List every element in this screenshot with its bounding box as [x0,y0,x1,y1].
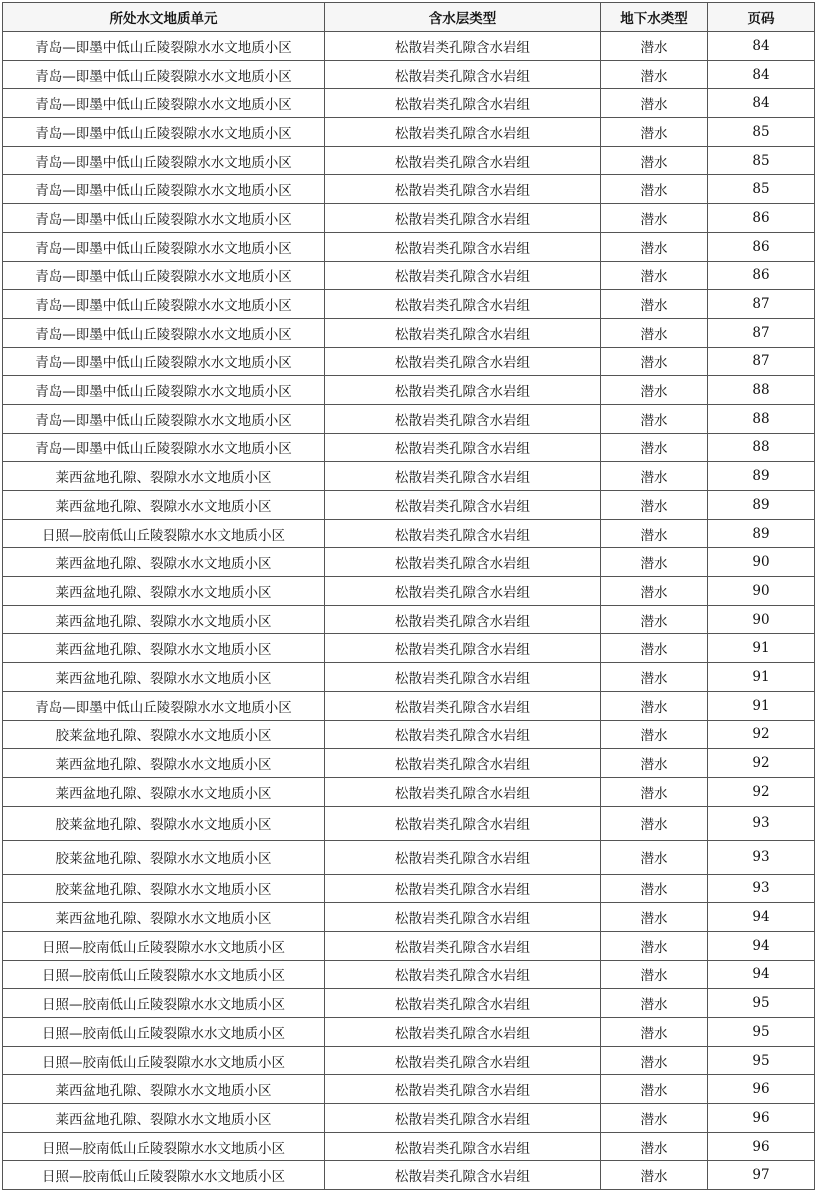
cell-hydro-unit: 日照—胶南低山丘陵裂隙水水文地质小区 [3,1018,325,1047]
cell-groundwater-type: 潜水 [601,60,708,89]
table-row [3,60,815,89]
cell-page-number: 96 [708,1132,815,1161]
cell-hydro-unit: 莱西盆地孔隙、裂隙水水文地质小区 [3,634,325,663]
cell-groundwater-type: 潜水 [601,931,708,960]
cell-aquifer-layer: 松散岩类孔隙含水岩组 [325,1132,601,1161]
cell-groundwater-type: 潜水 [601,749,708,778]
table-row [3,404,815,433]
table-row [3,931,815,960]
cell-hydro-unit: 日照—胶南低山丘陵裂隙水水文地质小区 [3,960,325,989]
cell-hydro-unit: 莱西盆地孔隙、裂隙水水文地质小区 [3,1104,325,1133]
hydrogeology-table [2,2,815,1190]
cell-groundwater-type: 潜水 [601,118,708,147]
table-row [3,491,815,520]
table-row [3,605,815,634]
cell-hydro-unit: 青岛—即墨中低山丘陵裂隙水水文地质小区 [3,89,325,118]
table-row [3,146,815,175]
cell-hydro-unit: 莱西盆地孔隙、裂隙水水文地质小区 [3,1075,325,1104]
cell-aquifer-layer: 松散岩类孔隙含水岩组 [325,146,601,175]
table-row [3,903,815,932]
cell-hydro-unit: 青岛—即墨中低山丘陵裂隙水水文地质小区 [3,261,325,290]
cell-groundwater-type: 潜水 [601,376,708,405]
table-row [3,118,815,147]
cell-page-number: 85 [708,175,815,204]
cell-aquifer-layer: 松散岩类孔隙含水岩组 [325,60,601,89]
cell-hydro-unit: 青岛—即墨中低山丘陵裂隙水水文地质小区 [3,175,325,204]
cell-hydro-unit: 莱西盆地孔隙、裂隙水水文地质小区 [3,663,325,692]
cell-groundwater-type: 潜水 [601,519,708,548]
cell-groundwater-type: 潜水 [601,404,708,433]
cell-aquifer-layer: 松散岩类孔隙含水岩组 [325,89,601,118]
cell-hydro-unit: 莱西盆地孔隙、裂隙水水文地质小区 [3,462,325,491]
cell-page-number: 86 [708,261,815,290]
cell-aquifer-layer: 松散岩类孔隙含水岩组 [325,175,601,204]
cell-hydro-unit: 日照—胶南低山丘陵裂隙水水文地质小区 [3,1046,325,1075]
cell-hydro-unit: 青岛—即墨中低山丘陵裂隙水水文地质小区 [3,290,325,319]
cell-hydro-unit: 莱西盆地孔隙、裂隙水水文地质小区 [3,577,325,606]
cell-groundwater-type: 潜水 [601,32,708,61]
cell-page-number: 88 [708,433,815,462]
cell-hydro-unit: 胶莱盆地孔隙、裂隙水水文地质小区 [3,874,325,903]
cell-aquifer-layer: 松散岩类孔隙含水岩组 [325,404,601,433]
cell-hydro-unit: 莱西盆地孔隙、裂隙水水文地质小区 [3,903,325,932]
cell-aquifer-layer: 松散岩类孔隙含水岩组 [325,777,601,806]
cell-aquifer-layer: 松散岩类孔隙含水岩组 [325,376,601,405]
cell-page-number: 85 [708,146,815,175]
cell-hydro-unit: 莱西盆地孔隙、裂隙水水文地质小区 [3,491,325,520]
cell-page-number: 88 [708,404,815,433]
cell-page-number: 91 [708,691,815,720]
cell-groundwater-type: 潜水 [601,691,708,720]
cell-hydro-unit: 青岛—即墨中低山丘陵裂隙水水文地质小区 [3,347,325,376]
table-row [3,720,815,749]
header-aquifer-layer: 含水层类型 [325,3,601,32]
table-row [3,989,815,1018]
cell-groundwater-type: 潜水 [601,1161,708,1190]
cell-page-number: 95 [708,1046,815,1075]
cell-aquifer-layer: 松散岩类孔隙含水岩组 [325,806,601,840]
cell-page-number: 92 [708,749,815,778]
table-row [3,691,815,720]
table-row [3,548,815,577]
table-row [3,634,815,663]
table-row [3,1018,815,1047]
cell-aquifer-layer: 松散岩类孔隙含水岩组 [325,32,601,61]
table-row [3,663,815,692]
cell-hydro-unit: 青岛—即墨中低山丘陵裂隙水水文地质小区 [3,204,325,233]
cell-page-number: 94 [708,903,815,932]
cell-groundwater-type: 潜水 [601,1018,708,1047]
cell-aquifer-layer: 松散岩类孔隙含水岩组 [325,1104,601,1133]
cell-page-number: 90 [708,548,815,577]
cell-groundwater-type: 潜水 [601,548,708,577]
cell-aquifer-layer: 松散岩类孔隙含水岩组 [325,1075,601,1104]
cell-groundwater-type: 潜水 [601,290,708,319]
cell-aquifer-layer: 松散岩类孔隙含水岩组 [325,634,601,663]
cell-aquifer-layer: 松散岩类孔隙含水岩组 [325,989,601,1018]
table-row [3,232,815,261]
cell-page-number: 85 [708,118,815,147]
cell-groundwater-type: 潜水 [601,204,708,233]
cell-aquifer-layer: 松散岩类孔隙含水岩组 [325,1018,601,1047]
table-row [3,318,815,347]
cell-page-number: 95 [708,1018,815,1047]
table-row [3,204,815,233]
header-unit: 所处水文地质单元 [3,3,325,32]
table-row [3,577,815,606]
table-row [3,1161,815,1190]
cell-groundwater-type: 潜水 [601,261,708,290]
table-row [3,462,815,491]
cell-aquifer-layer: 松散岩类孔隙含水岩组 [325,347,601,376]
table-row [3,376,815,405]
table-header [3,3,815,32]
cell-groundwater-type: 潜水 [601,634,708,663]
cell-aquifer-layer: 松散岩类孔隙含水岩组 [325,663,601,692]
cell-hydro-unit: 莱西盆地孔隙、裂隙水水文地质小区 [3,548,325,577]
cell-groundwater-type: 潜水 [601,1075,708,1104]
table-row [3,89,815,118]
cell-page-number: 89 [708,491,815,520]
cell-page-number: 95 [708,989,815,1018]
cell-page-number: 87 [708,347,815,376]
cell-page-number: 97 [708,1161,815,1190]
cell-groundwater-type: 潜水 [601,663,708,692]
cell-aquifer-layer: 松散岩类孔隙含水岩组 [325,960,601,989]
table-row [3,519,815,548]
cell-aquifer-layer: 松散岩类孔隙含水岩组 [325,577,601,606]
table-row [3,347,815,376]
cell-groundwater-type: 潜水 [601,960,708,989]
cell-groundwater-type: 潜水 [601,232,708,261]
table-body [3,32,815,1190]
cell-aquifer-layer: 松散岩类孔隙含水岩组 [325,874,601,903]
cell-hydro-unit: 青岛—即墨中低山丘陵裂隙水水文地质小区 [3,232,325,261]
cell-aquifer-layer: 松散岩类孔隙含水岩组 [325,548,601,577]
table-row [3,1132,815,1161]
cell-page-number: 96 [708,1075,815,1104]
cell-page-number: 86 [708,232,815,261]
cell-hydro-unit: 青岛—即墨中低山丘陵裂隙水水文地质小区 [3,433,325,462]
table-row [3,32,815,61]
cell-hydro-unit: 青岛—即墨中低山丘陵裂隙水水文地质小区 [3,118,325,147]
cell-page-number: 96 [708,1104,815,1133]
cell-hydro-unit: 日照—胶南低山丘陵裂隙水水文地质小区 [3,931,325,960]
cell-page-number: 86 [708,204,815,233]
cell-hydro-unit: 青岛—即墨中低山丘陵裂隙水水文地质小区 [3,318,325,347]
table-row [3,874,815,903]
cell-page-number: 90 [708,605,815,634]
cell-groundwater-type: 潜水 [601,1104,708,1133]
cell-page-number: 93 [708,874,815,903]
cell-hydro-unit: 胶莱盆地孔隙、裂隙水水文地质小区 [3,720,325,749]
cell-hydro-unit: 日照—胶南低山丘陵裂隙水水文地质小区 [3,519,325,548]
cell-page-number: 84 [708,60,815,89]
table-row [3,1046,815,1075]
cell-aquifer-layer: 松散岩类孔隙含水岩组 [325,232,601,261]
cell-groundwater-type: 潜水 [601,777,708,806]
table-row [3,1104,815,1133]
cell-aquifer-layer: 松散岩类孔隙含水岩组 [325,840,601,874]
cell-hydro-unit: 日照—胶南低山丘陵裂隙水水文地质小区 [3,1161,325,1190]
cell-page-number: 89 [708,519,815,548]
cell-hydro-unit: 青岛—即墨中低山丘陵裂隙水水文地质小区 [3,60,325,89]
cell-aquifer-layer: 松散岩类孔隙含水岩组 [325,903,601,932]
cell-aquifer-layer: 松散岩类孔隙含水岩组 [325,318,601,347]
cell-page-number: 93 [708,840,815,874]
cell-page-number: 92 [708,777,815,806]
cell-aquifer-layer: 松散岩类孔隙含水岩组 [325,491,601,520]
cell-groundwater-type: 潜水 [601,605,708,634]
table-row [3,749,815,778]
cell-hydro-unit: 莱西盆地孔隙、裂隙水水文地质小区 [3,749,325,778]
cell-hydro-unit: 青岛—即墨中低山丘陵裂隙水水文地质小区 [3,404,325,433]
cell-aquifer-layer: 松散岩类孔隙含水岩组 [325,749,601,778]
table-row [3,777,815,806]
table-row [3,290,815,319]
table-row [3,433,815,462]
cell-aquifer-layer: 松散岩类孔隙含水岩组 [325,720,601,749]
cell-page-number: 90 [708,577,815,606]
cell-aquifer-layer: 松散岩类孔隙含水岩组 [325,691,601,720]
cell-groundwater-type: 潜水 [601,491,708,520]
cell-groundwater-type: 潜水 [601,347,708,376]
cell-hydro-unit: 青岛—即墨中低山丘陵裂隙水水文地质小区 [3,376,325,405]
table-row [3,261,815,290]
cell-aquifer-layer: 松散岩类孔隙含水岩组 [325,1161,601,1190]
cell-groundwater-type: 潜水 [601,577,708,606]
cell-groundwater-type: 潜水 [601,1046,708,1075]
cell-hydro-unit: 莱西盆地孔隙、裂隙水水文地质小区 [3,777,325,806]
cell-page-number: 84 [708,32,815,61]
header-row [3,3,815,32]
cell-groundwater-type: 潜水 [601,989,708,1018]
cell-groundwater-type: 潜水 [601,433,708,462]
table-row [3,1075,815,1104]
cell-groundwater-type: 潜水 [601,1132,708,1161]
cell-page-number: 94 [708,931,815,960]
cell-aquifer-layer: 松散岩类孔隙含水岩组 [325,290,601,319]
cell-hydro-unit: 日照—胶南低山丘陵裂隙水水文地质小区 [3,1132,325,1161]
cell-hydro-unit: 胶莱盆地孔隙、裂隙水水文地质小区 [3,840,325,874]
cell-groundwater-type: 潜水 [601,720,708,749]
cell-page-number: 91 [708,663,815,692]
cell-aquifer-layer: 松散岩类孔隙含水岩组 [325,462,601,491]
table-row [3,840,815,874]
cell-hydro-unit: 莱西盆地孔隙、裂隙水水文地质小区 [3,605,325,634]
cell-aquifer-layer: 松散岩类孔隙含水岩组 [325,1046,601,1075]
cell-hydro-unit: 日照—胶南低山丘陵裂隙水水文地质小区 [3,989,325,1018]
table-row [3,806,815,840]
cell-groundwater-type: 潜水 [601,874,708,903]
cell-aquifer-layer: 松散岩类孔隙含水岩组 [325,118,601,147]
cell-hydro-unit: 青岛—即墨中低山丘陵裂隙水水文地质小区 [3,146,325,175]
cell-page-number: 93 [708,806,815,840]
cell-hydro-unit: 青岛—即墨中低山丘陵裂隙水水文地质小区 [3,691,325,720]
cell-aquifer-layer: 松散岩类孔隙含水岩组 [325,931,601,960]
cell-page-number: 92 [708,720,815,749]
cell-page-number: 88 [708,376,815,405]
cell-hydro-unit: 胶莱盆地孔隙、裂隙水水文地质小区 [3,806,325,840]
cell-page-number: 87 [708,290,815,319]
cell-page-number: 94 [708,960,815,989]
cell-groundwater-type: 潜水 [601,462,708,491]
table-row [3,175,815,204]
cell-aquifer-layer: 松散岩类孔隙含水岩组 [325,261,601,290]
cell-hydro-unit: 青岛—即墨中低山丘陵裂隙水水文地质小区 [3,32,325,61]
cell-page-number: 87 [708,318,815,347]
cell-page-number: 84 [708,89,815,118]
cell-aquifer-layer: 松散岩类孔隙含水岩组 [325,519,601,548]
cell-groundwater-type: 潜水 [601,175,708,204]
cell-aquifer-layer: 松散岩类孔隙含水岩组 [325,433,601,462]
header-page: 页码 [708,3,815,32]
header-groundwater-type: 地下水类型 [601,3,708,32]
cell-aquifer-layer: 松散岩类孔隙含水岩组 [325,204,601,233]
cell-groundwater-type: 潜水 [601,903,708,932]
cell-groundwater-type: 潜水 [601,806,708,840]
cell-aquifer-layer: 松散岩类孔隙含水岩组 [325,605,601,634]
cell-groundwater-type: 潜水 [601,146,708,175]
cell-page-number: 89 [708,462,815,491]
table-row [3,960,815,989]
cell-page-number: 91 [708,634,815,663]
cell-groundwater-type: 潜水 [601,840,708,874]
cell-groundwater-type: 潜水 [601,89,708,118]
cell-groundwater-type: 潜水 [601,318,708,347]
